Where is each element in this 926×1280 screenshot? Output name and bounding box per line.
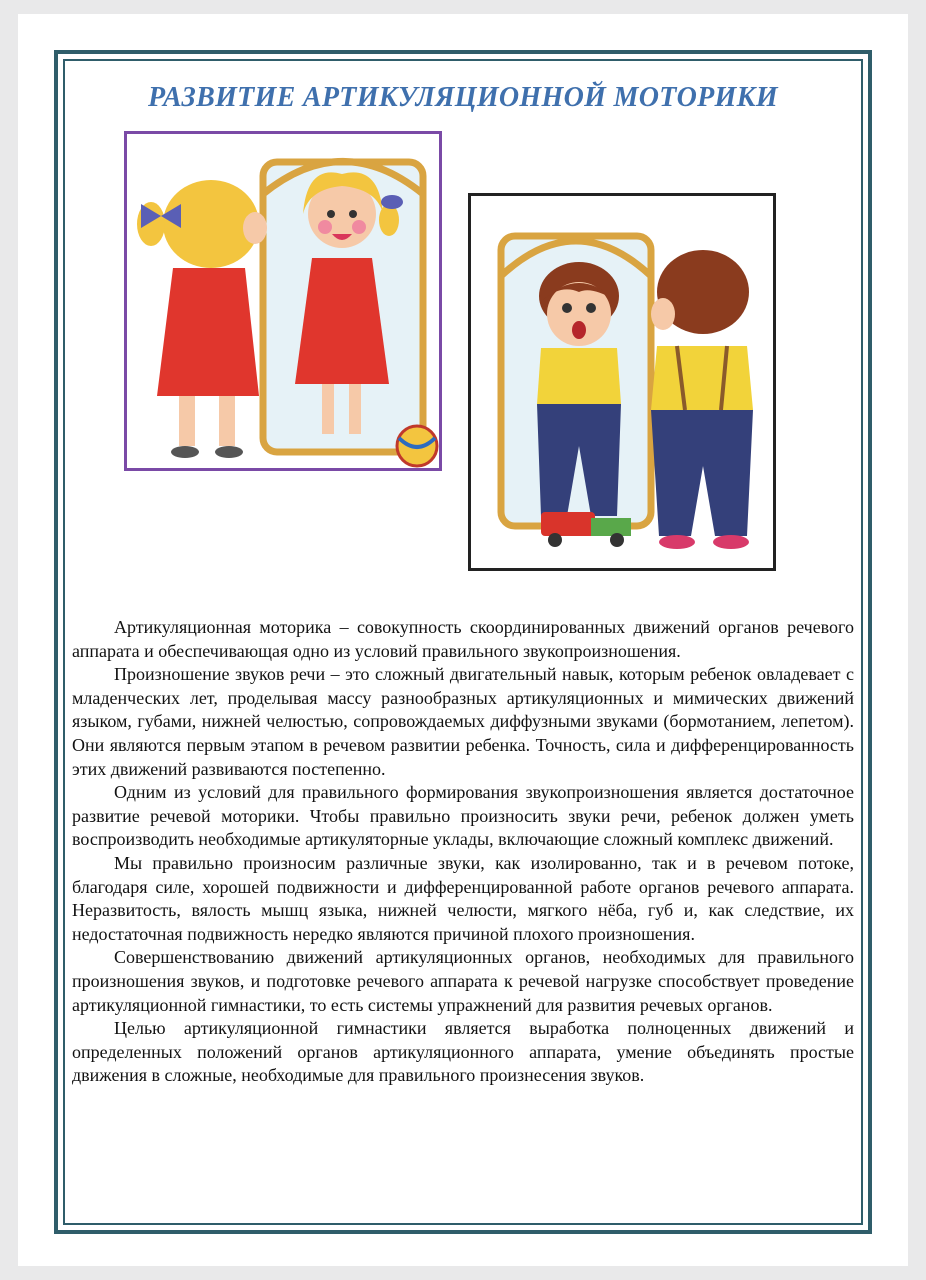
paragraph: Артикуляционная моторика – совокупность скоординированных движений органов речевого аппарата и обеспечивающая одно из условий правильного звукопроизношения. bbox=[72, 617, 854, 661]
boy-mirror-drawing bbox=[471, 196, 773, 568]
paragraph: Целью артикуляционной гимнастики является выработка полноценных движений и определенных положений органов артикуляционного аппарата, умение объединять простые движения в сложные, необходимые для правильного произнесения звуков. bbox=[72, 1018, 854, 1086]
reflection-shirt bbox=[537, 348, 621, 404]
paragraph: Совершенствованию движений артикуляционных органов, необходимых для правильного произношения звуков, и подготовке речевого аппарата к речевой нагрузке способствует проведение артикуляционной гимнастики, то есть системы упражнений для развития речевых органов. bbox=[72, 947, 854, 1015]
paragraph: Произношение звуков речи – это сложный двигательный навык, которым ребенок овладевает с младенческих лет, проделывая массу разнообразных артикуляционных и мимических движений языком, губами, нижней челюстью, сопровождаемых диффузными звуками (бормотанием, лепетом). Они являются первым этапом в речевом развитии ребенка. Точность, сила и дифференцированность этих движений развиваются постепенно. bbox=[72, 664, 854, 779]
illustration-boy-mirror bbox=[468, 193, 776, 571]
paragraph: Мы правильно произносим различные звуки, как изолированно, так и в речевом потоке, благодаря силе, хорошей подвижности и дифференцированной работе органов речевого аппарата. Неразвитость, вялость мышц языка, нижней челюсти, мягкого нёба, губ и, как следствие, их недостаточная подвижность нередко являются причиной плохого произношения. bbox=[72, 852, 854, 944]
illustration-girl-mirror bbox=[124, 131, 442, 471]
paragraph: Одним из условий для правильного формирования звукопроизношения является достаточное развитие речевой моторики. Чтобы правильно произносить звуки речи, ребенок должен уметь воспроизводить необходимые артикуляторные уклады, включающие сложный комплекс движений. bbox=[72, 782, 854, 850]
boy-trousers bbox=[651, 410, 753, 536]
girl-mirror-drawing bbox=[127, 134, 439, 468]
girl-dress bbox=[157, 268, 259, 396]
toy-truck bbox=[541, 512, 595, 536]
boy-shirt bbox=[651, 346, 753, 410]
page-title: РАЗВИТИЕ АРТИКУЛЯЦИОННОЙ МОТОРИКИ bbox=[148, 82, 778, 113]
article-body bbox=[72, 616, 854, 1088]
